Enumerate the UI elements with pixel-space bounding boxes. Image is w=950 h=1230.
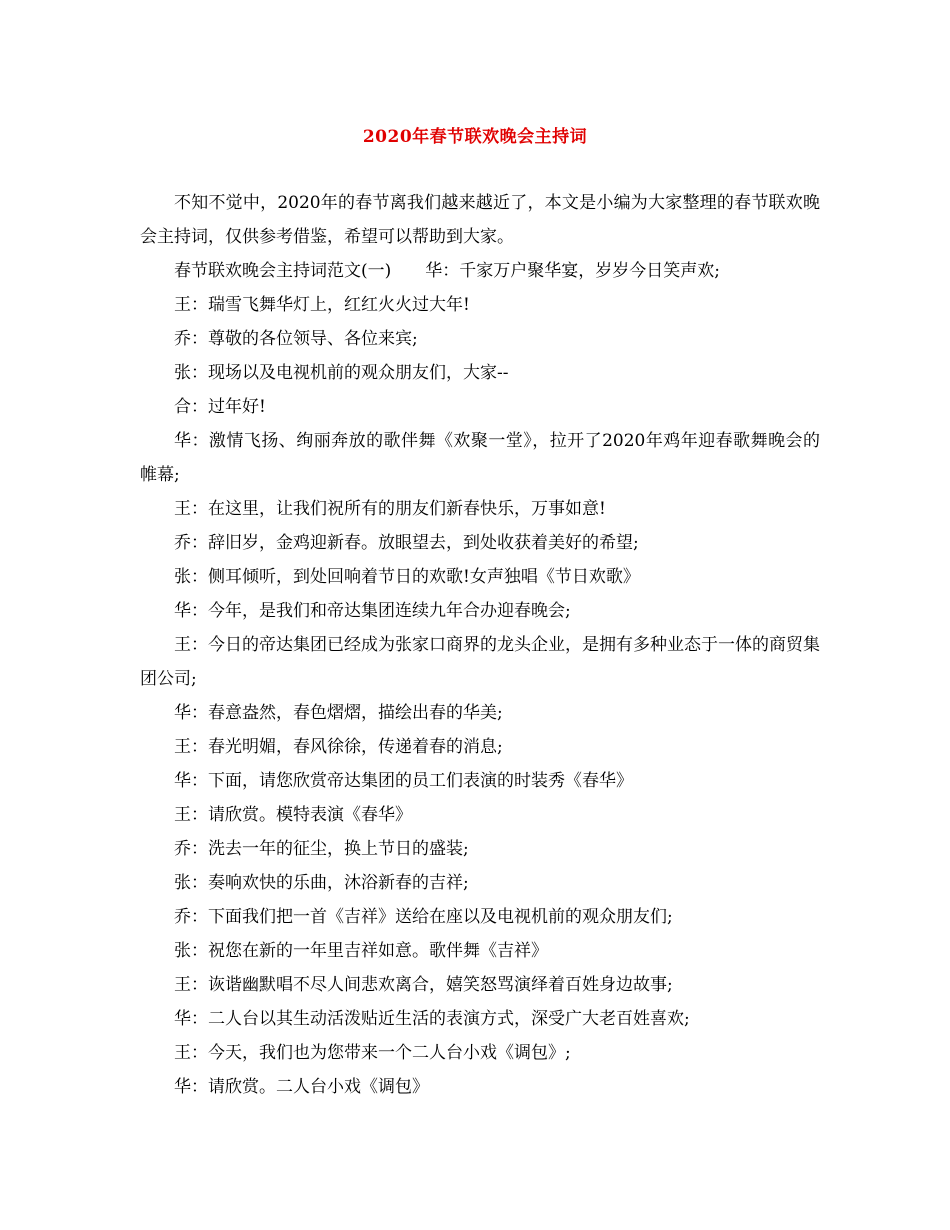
paragraph: 华：春意盎然，春色熠熠，描绘出春的华美; (174, 703, 503, 723)
paragraph: 张：奏响欢快的乐曲，沐浴新春的吉祥; (174, 873, 469, 893)
paragraph: 王：今天，我们也为您带来一个二人台小戏《调包》; (174, 1043, 571, 1063)
document-body (140, 186, 820, 1104)
paragraph: 王：春光明媚，春风徐徐，传递着春的消息; (174, 737, 503, 757)
paragraph: 乔：下面我们把一首《吉祥》送给在座以及电视机前的观众朋友们; (174, 907, 673, 927)
paragraph: 华：激情飞扬、绚丽奔放的歌伴舞《欢聚一堂》，拉开了2020年鸡年迎春歌舞晚会的帷幕; (140, 431, 820, 485)
paragraph: 王：今日的帝达集团已经成为张家口商界的龙头企业，是拥有多种业态于一体的商贸集团公司; (140, 635, 820, 689)
paragraph: 张：侧耳倾听，到处回响着节日的欢歌!女声独唱《节日欢歌》 (174, 567, 640, 587)
paragraph: 王：瑞雪飞舞华灯上，红红火火过大年! (174, 295, 470, 315)
paragraph: 王：请欣赏。模特表演《春华》 (174, 805, 412, 825)
paragraph: 合：过年好! (174, 397, 266, 417)
paragraph: 不知不觉中，2020年的春节离我们越来越近了，本文是小编为大家整理的春节联欢晚会主持词，仅供参考借鉴，希望可以帮助到大家。 (140, 193, 820, 247)
paragraph: 乔：洗去一年的征尘，换上节日的盛装; (174, 839, 469, 859)
document-title: 2020年春节联欢晚会主持词 (362, 127, 588, 147)
paragraph: 王：在这里，让我们祝所有的朋友们新春快乐，万事如意! (174, 499, 606, 519)
paragraph: 华：二人台以其生动活泼贴近生活的表演方式，深受广大老百姓喜欢; (174, 1009, 690, 1029)
paragraph: 张：祝您在新的一年里吉祥如意。歌伴舞《吉祥》 (174, 941, 548, 961)
paragraph: 华：请欣赏。二人台小戏《调包》 (174, 1077, 429, 1097)
paragraph: 乔：尊敬的各位领导、各位来宾; (174, 329, 418, 349)
paragraph: 王：诙谐幽默唱不尽人间悲欢离合，嬉笑怒骂演绎着百姓身边故事; (174, 975, 673, 995)
paragraph: 华：下面，请您欣赏帝达集团的员工们表演的时装秀《春华》 (174, 771, 633, 791)
paragraph: 春节联欢晚会主持词范文(一) 华：千家万户聚华宴，岁岁今日笑声欢; (174, 261, 720, 281)
paragraph: 乔：辞旧岁，金鸡迎新春。放眼望去，到处收获着美好的希望; (174, 533, 639, 553)
paragraph: 华：今年，是我们和帝达集团连续九年合办迎春晚会; (174, 601, 571, 621)
paragraph: 张：现场以及电视机前的观众朋友们，大家-- (174, 363, 509, 383)
